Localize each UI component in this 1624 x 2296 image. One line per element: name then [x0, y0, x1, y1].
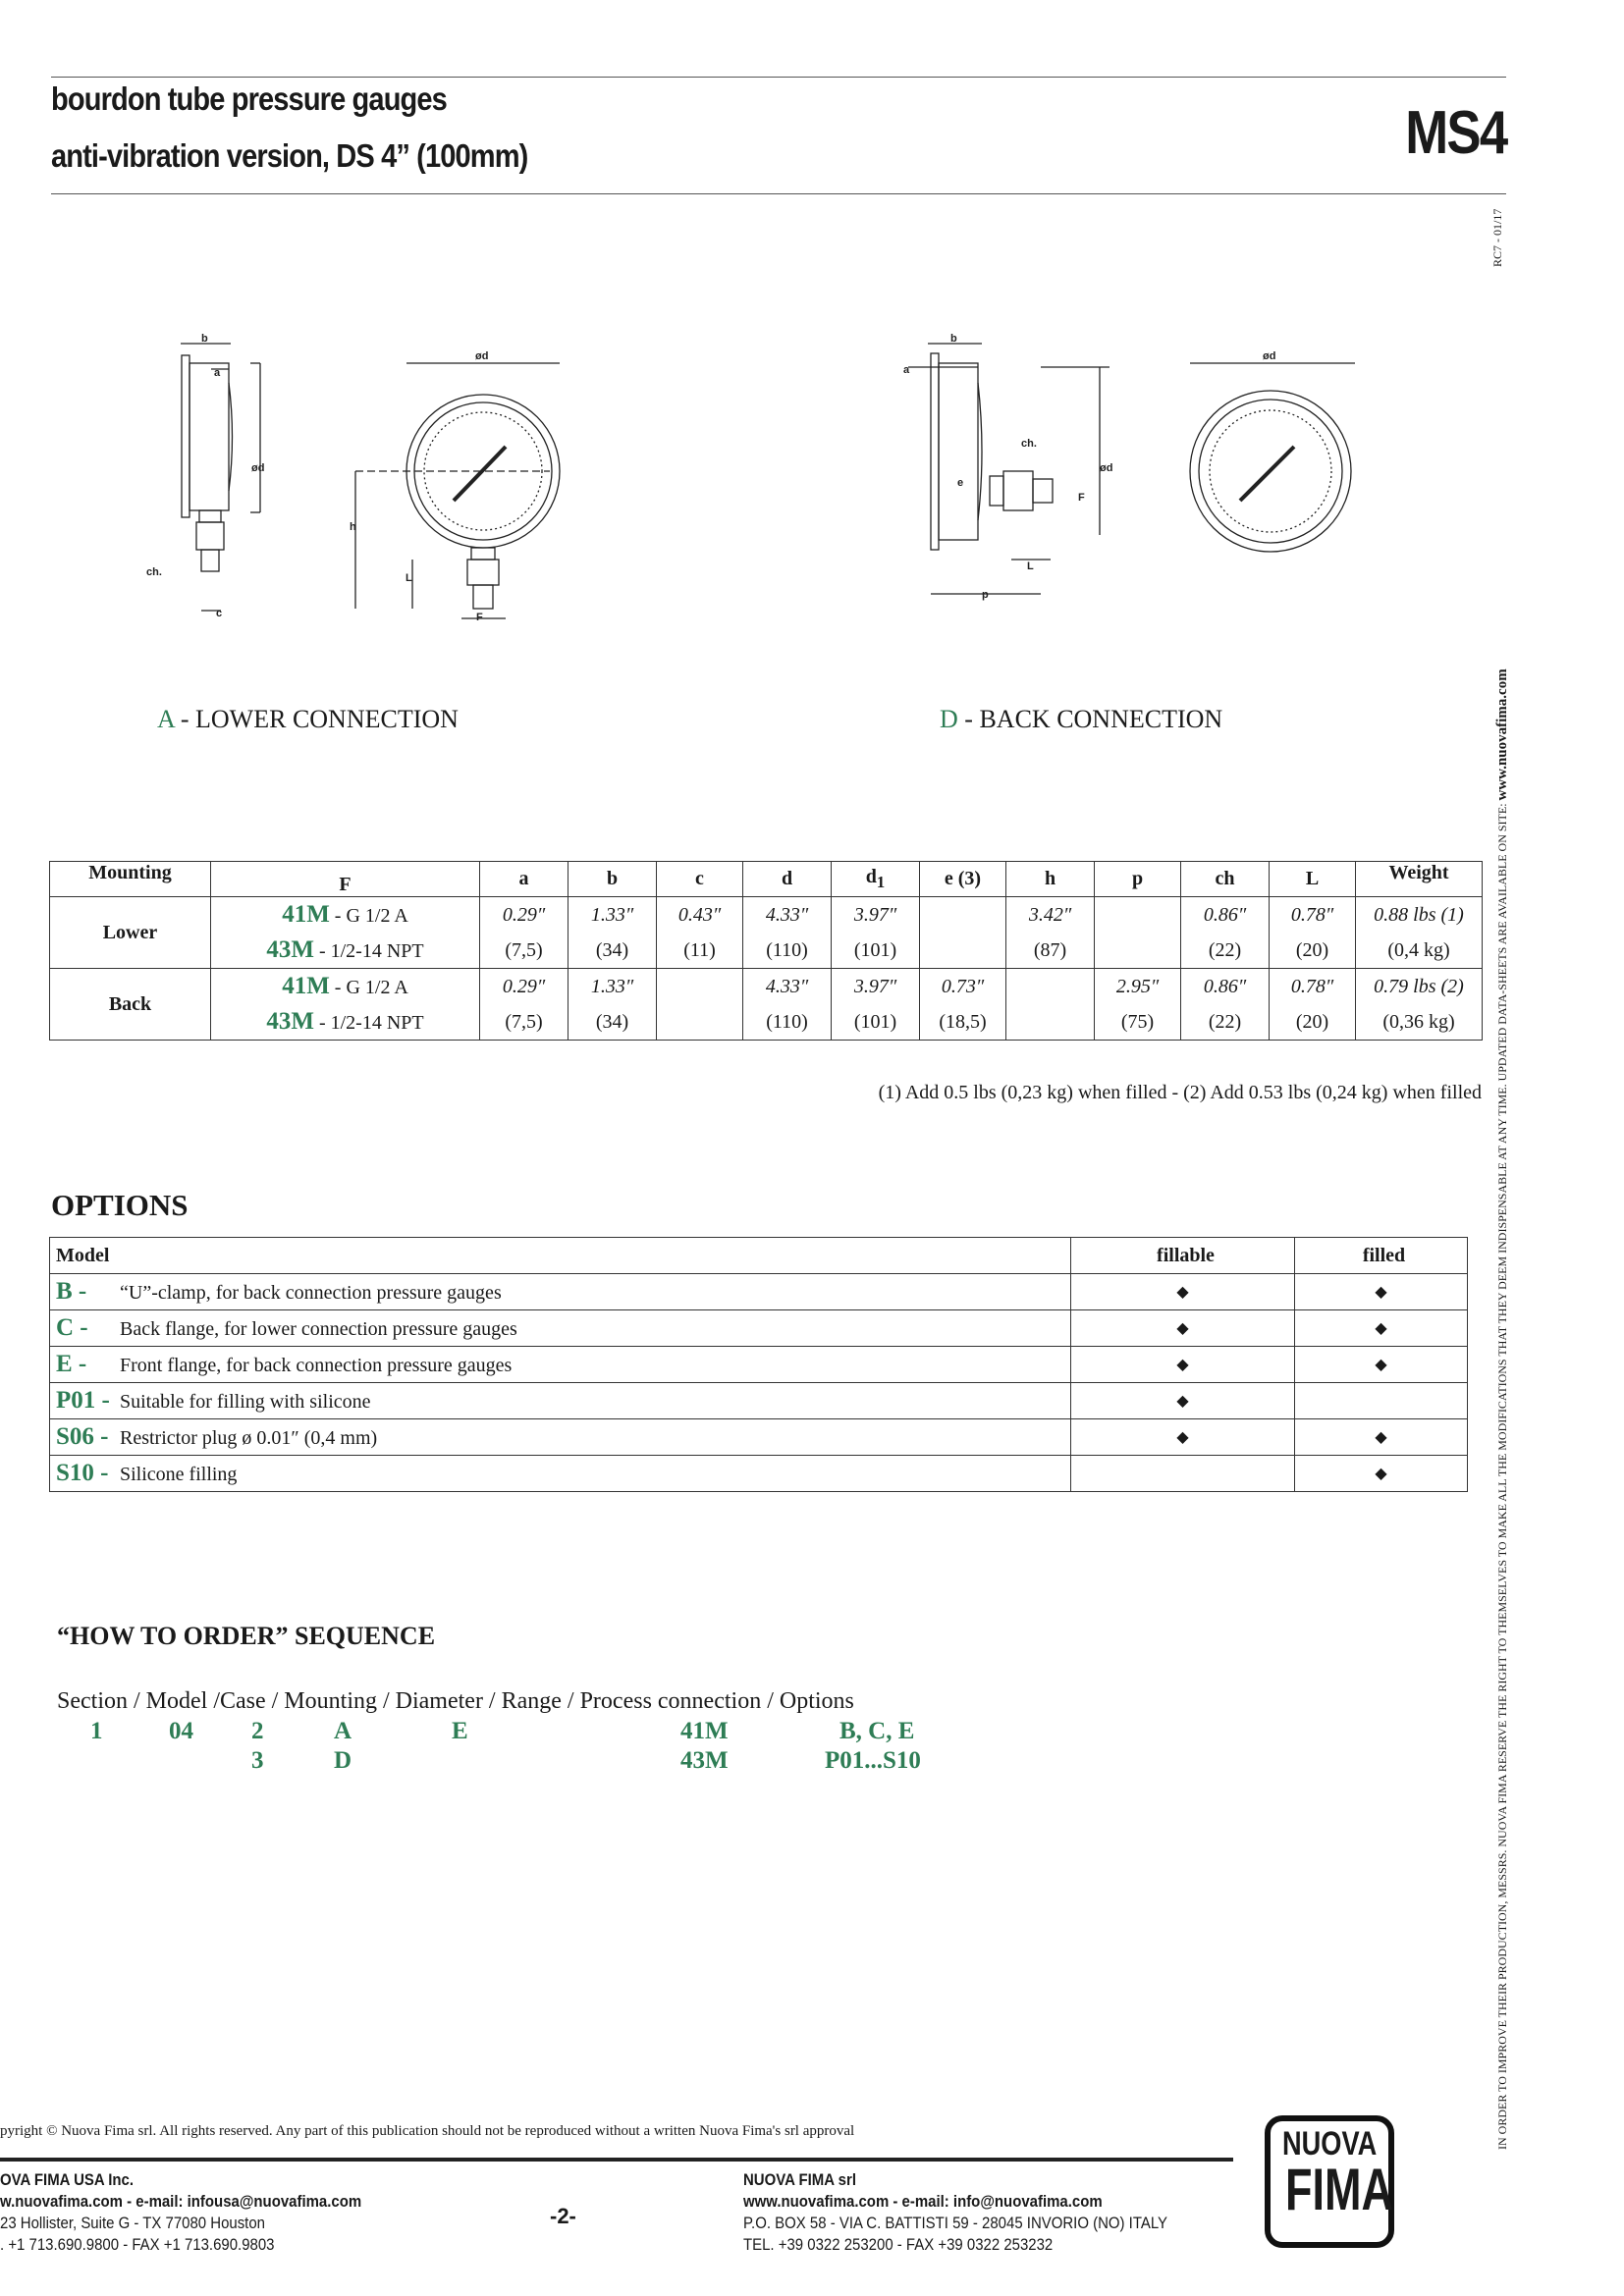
dim-label-L-back: L [1027, 561, 1034, 572]
dim-label-h: h [350, 521, 356, 533]
revision: RC7 - 01/17 [1490, 208, 1504, 267]
options-table [49, 1237, 1468, 1492]
dimension-cell: 0.43″ (11) [657, 897, 743, 969]
title-line1: bourdon tube pressure gauges [51, 80, 447, 117]
table-header-row: Mounting F a b c d $d_1$ e (3) h p ch L Weight [50, 862, 1483, 897]
lower-front-view [355, 363, 560, 618]
dimension-cell: 1.33″ (34) [568, 969, 657, 1041]
dim-label-b-back: b [950, 333, 957, 345]
order-title: “HOW TO ORDER” SEQUENCE [57, 1622, 436, 1650]
dim-label-L: L [406, 572, 412, 584]
option-model: S06 - Restrictor plug ø 0.01″ (0,4 mm) [50, 1419, 1071, 1456]
dimension-cell: 2.95″ (75) [1095, 969, 1181, 1041]
dim-label-a-back: a [903, 364, 910, 376]
dimension-cell: 3.97″ (101) [832, 897, 920, 969]
dim-label-F: F [476, 612, 483, 623]
back-side-view [908, 344, 1113, 594]
filled-mark: ◆ [1295, 1347, 1468, 1383]
option-row [50, 1274, 1468, 1310]
dimension-cell: 1.33″ (34) [568, 897, 657, 969]
dim-label-ch-back: ch. [1021, 438, 1037, 450]
dimension-cell: 0.86″ (22) [1181, 969, 1270, 1041]
caption-lower-connection: A - LOWER CONNECTION [157, 705, 459, 733]
order-options-2: P01...S10 [825, 1747, 921, 1774]
filled-mark: ◆ [1295, 1310, 1468, 1347]
connection-cell: 41M - G 1/2 A 43M - 1/2-14 NPT [211, 969, 480, 1041]
connection-cell: 41M - G 1/2 A 43M - 1/2-14 NPT [211, 897, 480, 969]
option-row [50, 1383, 1468, 1419]
technical-drawings [0, 324, 1453, 638]
fillable-mark: ◆ [1071, 1419, 1295, 1456]
table-row [50, 897, 1483, 969]
order-options-1: B, C, E [839, 1718, 915, 1744]
fillable-mark: ◆ [1071, 1383, 1295, 1419]
option-model: C - Back flange, for lower connection pressure gauges [50, 1310, 1071, 1347]
table-row [50, 969, 1483, 1041]
order-sequence: Section / Model /Case / Mounting / Diameter / Range / Process connection / Options [57, 1688, 854, 1714]
option-model: E - Front flange, for back connection pressure gauges [50, 1347, 1071, 1383]
options-header-row: Model fillable filled [50, 1238, 1468, 1274]
dim-label-p: p [982, 589, 989, 601]
option-row [50, 1310, 1468, 1347]
dimension-cell: 0.79 lbs (2) (0,36 kg) [1356, 969, 1483, 1041]
dim-label-od1-back: ød [1100, 462, 1113, 474]
option-model: P01 - Suitable for filling with silicone [50, 1383, 1071, 1419]
title-line2: anti-vibration version, DS 4” (100mm) [51, 137, 528, 174]
order-case-1: 2 [251, 1718, 264, 1744]
footer-usa: OVA FIMA USA Inc. w.nuovafima.com - e-mail: infousa@nuovafima.com 23 Hollister, Suite G - TX 77080 Houston . +1 713.690.9800 - FAX +1 713.690.9803 [0, 2170, 362, 2254]
dimension-cell [1095, 897, 1181, 969]
dimension-cell [657, 969, 743, 1041]
dimension-cell [1006, 969, 1095, 1041]
dim-label-od1: ød [251, 462, 265, 474]
order-mounting-2: D [334, 1747, 352, 1774]
dimension-cell: 4.33″ (110) [743, 969, 832, 1041]
footer-italy: NUOVA FIMA srl www.nuovafima.com - e-mail: info@nuovafima.com P.O. BOX 58 - VIA C. BATTISTI 59 - 28045 INVORIO (NO) ITALY TEL. +39 0322 253200 - FAX +39 0322 253232 [743, 2170, 1168, 2254]
footer-rule [0, 2158, 1233, 2162]
dimension-cell: 4.33″ (110) [743, 897, 832, 969]
option-row [50, 1347, 1468, 1383]
dim-label-a: a [214, 367, 221, 379]
dimension-cell: 0.29″ (7,5) [480, 897, 568, 969]
dimensions-table [49, 861, 1483, 1041]
dimension-cell: 0.29″ (7,5) [480, 969, 568, 1041]
fillable-mark: ◆ [1071, 1274, 1295, 1310]
page-number: -2- [550, 2204, 576, 2228]
model-code: MS4 [1404, 99, 1506, 167]
dimension-cell: 0.86″ (22) [1181, 897, 1270, 969]
dimension-cell: 3.42″ (87) [1006, 897, 1095, 969]
dim-label-ch: ch. [146, 566, 162, 578]
header-rule [51, 193, 1506, 194]
order-case-2: 3 [251, 1747, 264, 1774]
side-disclaimer: IN ORDER TO IMPROVE THEIR PRODUCTION, MESSRS. NUOVA FIMA RESERVE THE RIGHT TO THEMSELVES TO MAKE ALL THE MODIFICATIONS THAT THEY DEEM INDISPENSABLE AT ANY TIME. UPDATED DATA-SHEETS ARE AVAILABLE ON SITE: www.nuovafima.com [1494, 668, 1510, 2150]
filled-mark: ◆ [1295, 1419, 1468, 1456]
fillable-mark: ◆ [1071, 1310, 1295, 1347]
caption-back-connection: D - BACK CONNECTION [940, 705, 1223, 733]
filled-mark: ◆ [1295, 1456, 1468, 1492]
fillable-mark [1071, 1456, 1295, 1492]
mounting-cell: Back [50, 969, 211, 1041]
lower-side-view [181, 344, 260, 611]
order-diameter: E [452, 1718, 468, 1744]
mounting-cell: Lower [50, 897, 211, 969]
top-rule [51, 77, 1506, 78]
dim-label-od: ød [475, 350, 489, 362]
back-front-view [1190, 363, 1355, 552]
dim-label-od-back: ød [1263, 350, 1276, 362]
order-model: 04 [169, 1718, 193, 1744]
filled-mark: ◆ [1295, 1274, 1468, 1310]
dimension-cell: 0.78″ (20) [1270, 897, 1356, 969]
order-mounting-1: A [334, 1718, 352, 1744]
dimension-cell: 0.88 lbs (1) (0,4 kg) [1356, 897, 1483, 969]
option-model: B - “U”-clamp, for back connection pressure gauges [50, 1274, 1071, 1310]
dim-label-e: e [957, 477, 964, 489]
options-title: OPTIONS [51, 1188, 189, 1222]
order-connection-1: 41M [680, 1718, 729, 1744]
option-model: S10 - Silicone filling [50, 1456, 1071, 1492]
dim-label-F-back: F [1078, 492, 1085, 504]
fillable-mark: ◆ [1071, 1347, 1295, 1383]
dimension-cell [920, 897, 1006, 969]
dim-label-c: c [216, 608, 223, 619]
dimension-cell: 0.78″ (20) [1270, 969, 1356, 1041]
dimension-cell: 0.73″ (18,5) [920, 969, 1006, 1041]
nuova-fima-logo: NUOVA FIMA [1265, 2115, 1394, 2248]
order-connection-2: 43M [680, 1747, 729, 1774]
dim-label-b: b [201, 333, 208, 345]
filled-mark [1295, 1383, 1468, 1419]
copyright: pyright © Nuova Fima srl. All rights reserved. Any part of this publication should not be reproduced without a written Nuova Fima's srl approval [0, 2123, 855, 2139]
order-section: 1 [90, 1718, 103, 1744]
dimension-cell: 3.97″ (101) [832, 969, 920, 1041]
option-row [50, 1419, 1468, 1456]
option-row [50, 1456, 1468, 1492]
dimensions-footnote: (1) Add 0.5 lbs (0,23 kg) when filled - (2) Add 0.53 lbs (0,24 kg) when filled [878, 1082, 1482, 1103]
